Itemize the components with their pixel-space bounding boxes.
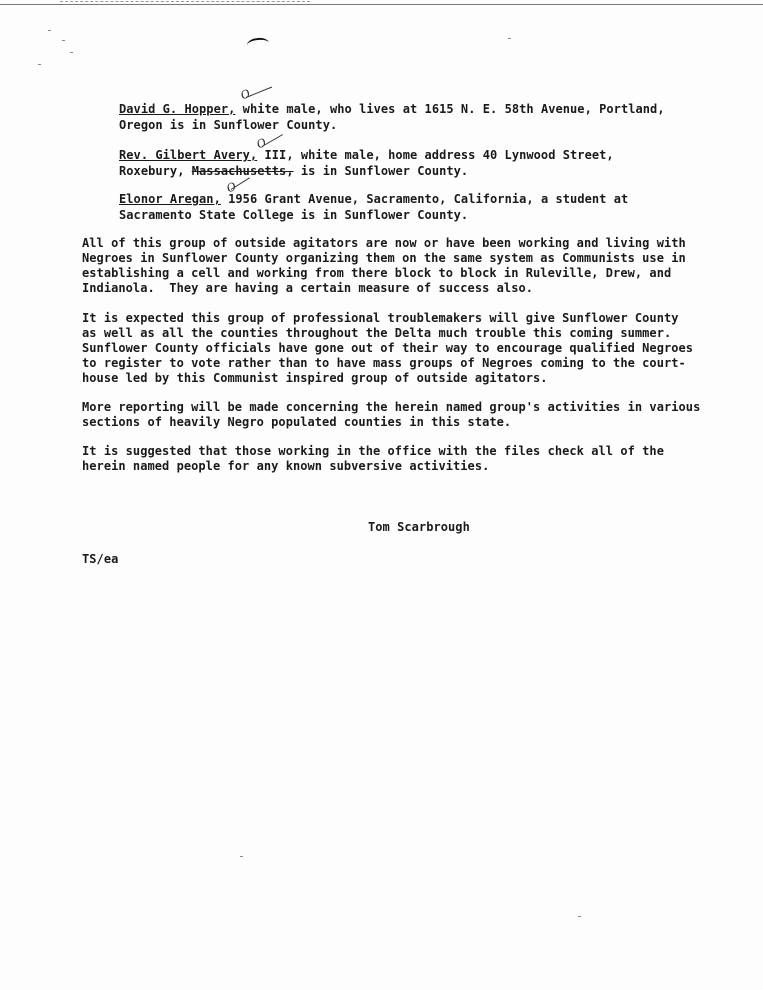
signature: Tom Scarbrough <box>368 520 470 534</box>
paragraph-1-line: All of this group of outside agitators are now or have been working and living with <box>82 236 686 250</box>
scan-speck <box>38 64 41 65</box>
entry-3-line-1: Elonor Aregan, 1956 Grant Avenue, Sacramento, California, a student at <box>119 192 629 206</box>
entry-1-line-2: Oregon is in Sunflower County. <box>119 118 338 132</box>
paragraph-1-line: Negroes in Sunflower County organizing them on the same system as Communists use in <box>82 251 686 265</box>
scan-speck <box>62 40 65 41</box>
entry-2-line-1: Rev. Gilbert Avery, III, white male, home address 40 Lynwood Street, <box>119 148 614 162</box>
entry-3-name: Elonor Aregan, <box>119 192 221 206</box>
scan-speck <box>70 52 73 53</box>
paragraph-1-line: establishing a cell and working from there block to block in Ruleville, Drew, and <box>82 266 672 280</box>
entry-2-name: Rev. Gilbert Avery, <box>119 148 258 162</box>
paragraph-2-line: to register to vote rather than to have mass groups of Negroes coming to the court- <box>82 356 686 370</box>
scan-speck <box>508 38 511 39</box>
typist-initials: TS/ea <box>82 552 119 566</box>
paragraph-2-line: It is expected this group of professional troublemakers will give Sunflower County <box>82 311 679 325</box>
entry-3-line-2: Sacramento State College is in Sunflower County. <box>119 208 469 222</box>
entry-1-name: David G. Hopper, <box>119 102 236 116</box>
paragraph-2-line: as well as all the counties throughout the Delta much trouble this coming summer. <box>82 326 672 340</box>
entry-1-line-1: David G. Hopper, white male, who lives at 1615 N. E. 58th Avenue, Portland, <box>119 102 665 116</box>
handwritten-check-mark: O <box>238 86 253 103</box>
paragraph-2-line: Sunflower County officials have gone out of their way to encourage qualified Negroes <box>82 341 694 355</box>
entry-2-line-2: Roxebury, Massachusetts, is in Sunflower County. <box>119 164 469 178</box>
paragraph-1-line: Indianola. They are having a certain measure of success also. <box>82 281 534 295</box>
top-rule-dash <box>60 1 310 2</box>
handwritten-check-mark: O <box>224 179 239 196</box>
paragraph-3-line: sections of heavily Negro populated counties in this state. <box>82 415 512 429</box>
scan-speck <box>240 856 243 857</box>
pen-arc-mark <box>246 37 269 51</box>
struck-text: Massachusetts, <box>191 164 294 178</box>
paragraph-3-line: More reporting will be made concerning the herein named group's activities in various <box>82 400 701 414</box>
scan-speck <box>578 916 581 917</box>
paragraph-4-line: It is suggested that those working in the office with the files check all of the <box>82 444 664 458</box>
top-rule <box>0 4 763 5</box>
handwritten-check-mark: O <box>254 135 269 152</box>
paragraph-4-line: herein named people for any known subversive activities. <box>82 459 490 473</box>
scan-speck <box>48 30 51 31</box>
paragraph-2-line: house led by this Communist inspired group of outside agitators. <box>82 371 548 385</box>
